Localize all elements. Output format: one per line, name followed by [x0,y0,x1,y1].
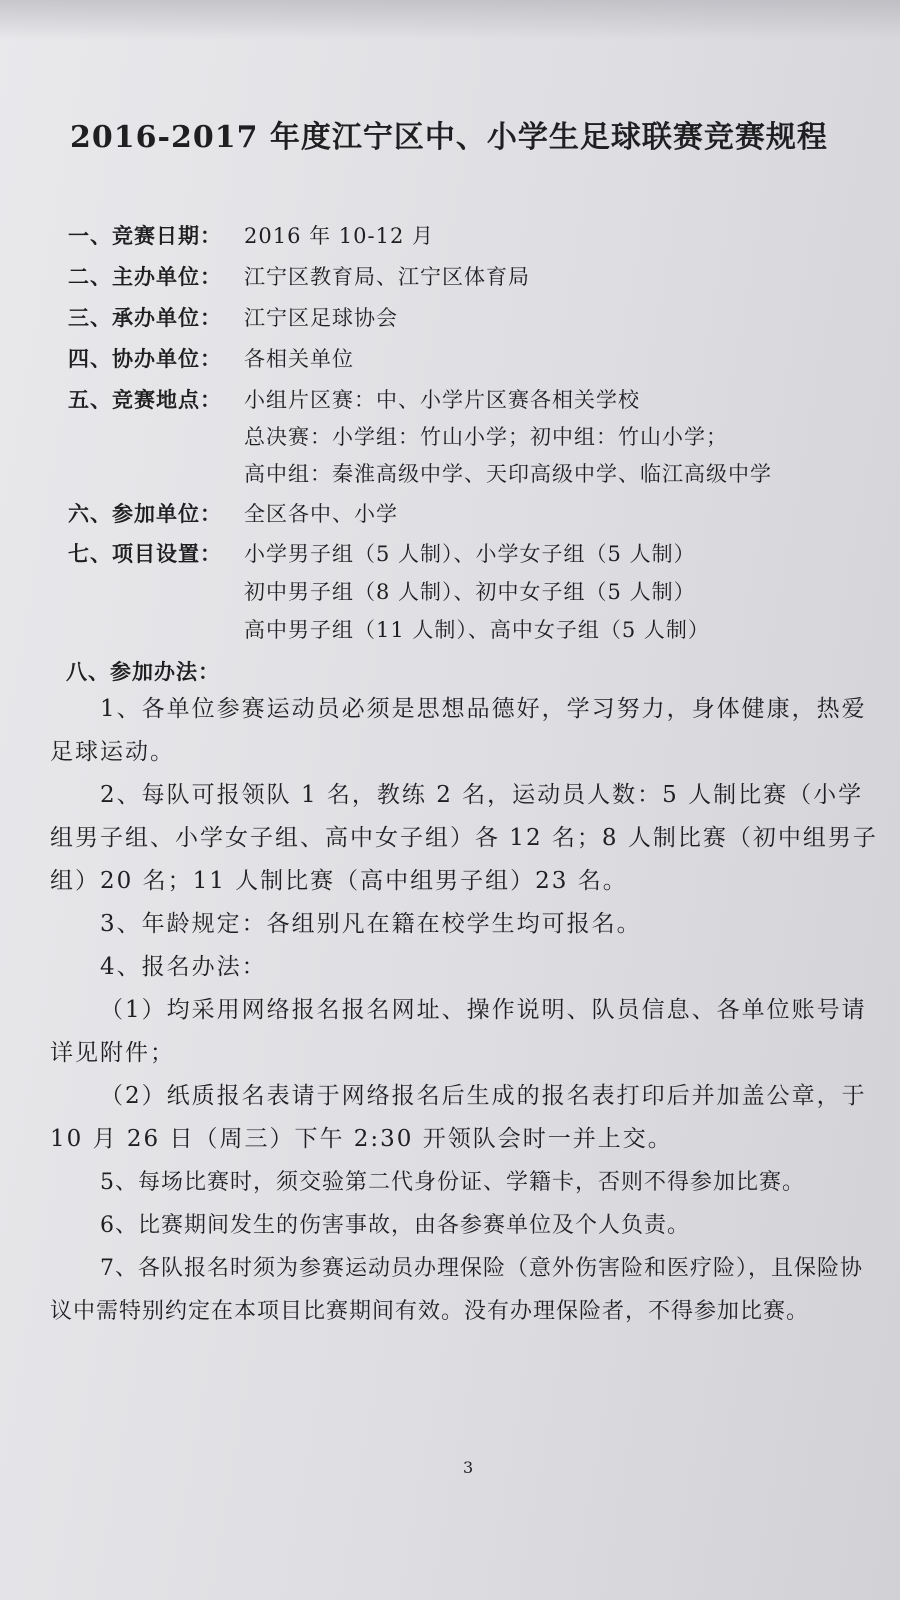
item-label: 四、协办单位： [68,346,222,371]
item-events [68,538,696,568]
item-competition-date [68,220,435,250]
item-value: 江宁区足球协会 [244,306,398,330]
page-number: 3 [463,1458,474,1477]
paragraph: 1、各单位参赛运动员必须是思想品德好，学习努力，身体健康，热爱足球运动。 [50,696,867,765]
page-shadow [0,0,900,40]
item-value: 全区各中、小学 [244,502,398,526]
item-participants [68,498,398,528]
paragraph: 4、报名办法： [100,954,267,980]
item-value: 江宁区教育局、江宁区体育局 [244,265,530,289]
section-8-title: 八、参加办法： [66,659,220,684]
paragraph: （2）纸质报名表请于网络报名后生成的报名表打印后并加盖公章，于 10 月 26 日（周三）下午 2:30 开领队会时一并上交。 [50,1083,867,1152]
item-value: 小学男子组（5 人制）、小学女子组（5 人制） [244,542,696,566]
paragraph: 6、比赛期间发生的伤害事故，由各参赛单位及个人负责。 [100,1213,690,1238]
paragraph: 2、每队可报领队 1 名，教练 2 名，运动员人数：5 人制比赛（小学组男子组、小学女子组、高中女子组）各 12 名；8 人制比赛（初中组男子组）20 名；11 人制比赛（高中组男子组）23 名。 [50,782,878,894]
paragraph: 7、各队报名时须为参赛运动员办理保险（意外伤害险和医疗险），且保险协议中需特别约定在本项目比赛期间有效。没有办理保险者，不得参加比赛。 [50,1256,863,1324]
venue-line: 高中组：秦淮高级中学、天印高级中学、临江高级中学 [244,462,772,486]
item-venue [68,384,640,414]
paragraph: （1）均采用网络报名报名网址、操作说明、队员信息、各单位账号请详见附件； [50,997,867,1066]
item-label: 七、项目设置： [68,541,222,566]
item-value: 2016 年 10-12 月 [244,224,435,248]
item-value: 各相关单位 [244,347,354,371]
item-label: 二、主办单位： [68,264,222,289]
paragraph: 3、年龄规定：各组别凡在籍在校学生均可报名。 [100,911,642,937]
item-label: 一、竞赛日期： [68,223,222,248]
item-co-organizer [68,343,354,373]
project-line: 初中男子组（8 人制）、初中女子组（5 人制） [244,580,696,604]
venue-line: 总决赛：小学组：竹山小学；初中组：竹山小学； [244,425,728,449]
document-title: 2016-2017 年度江宁区中、小学生足球联赛竞赛规程 [70,120,828,155]
item-undertaker [68,302,398,332]
item-organizer [68,261,530,291]
item-label: 五、竞赛地点： [68,387,222,412]
item-label: 六、参加单位： [68,501,222,526]
paragraph: 5、每场比赛时，须交验第二代身份证、学籍卡，否则不得参加比赛。 [100,1170,805,1195]
project-line: 高中男子组（11 人制）、高中女子组（5 人制） [244,618,710,642]
item-label: 三、承办单位： [68,305,222,330]
item-value: 小组片区赛：中、小学片区赛各相关学校 [244,388,640,412]
